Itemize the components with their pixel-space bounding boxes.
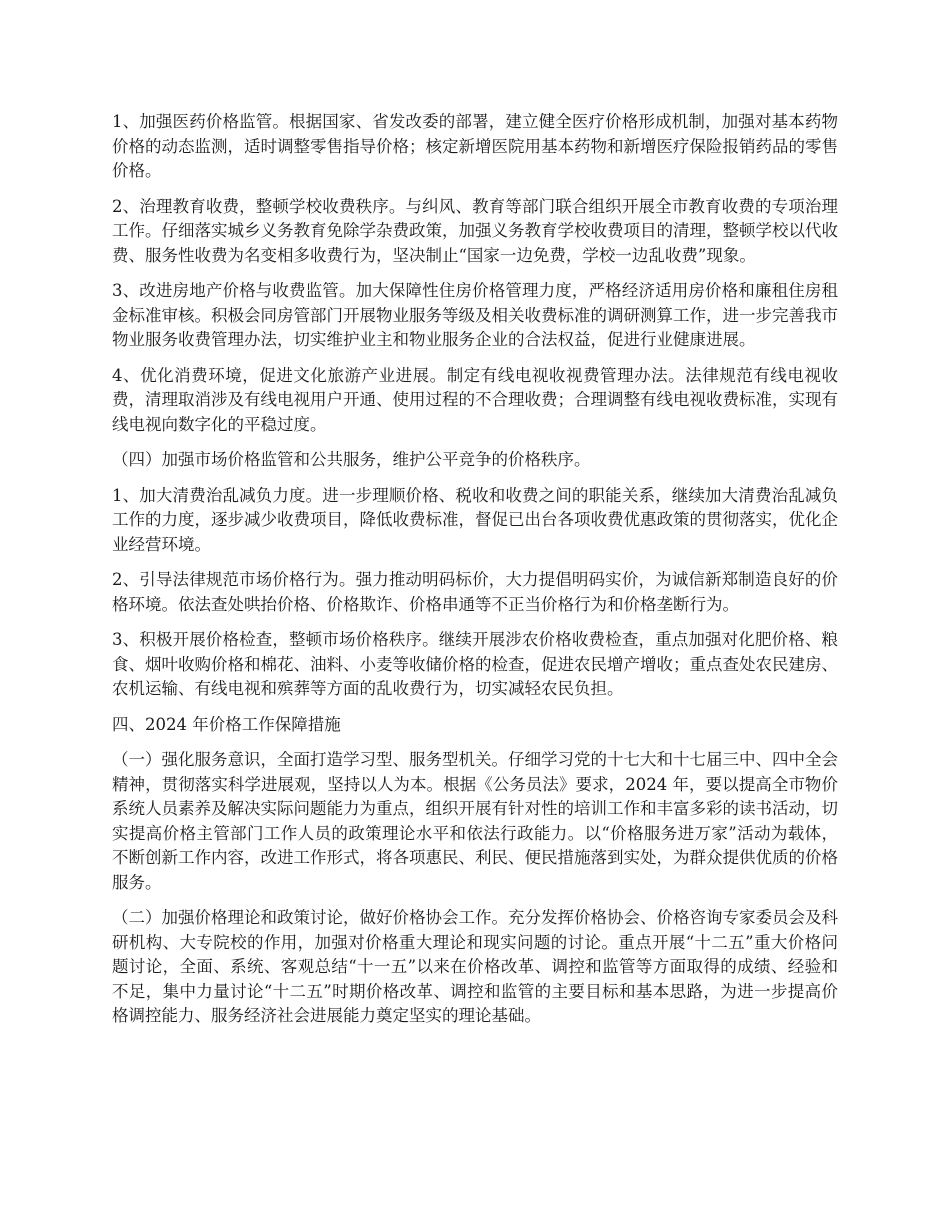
paragraph-real-estate: 3、改进房地产价格与收费监管。加大保障性住房价格管理力度，严格经济适用房价格和廉租住房租金标准审核。积极会同房管部门开展物业服务等级及相关收费标准的调研测算工作，进一步完善我市物业服务收费管理办法，切实维护业主和物业服务企业的合法权益，促进行业健康进展。: [112, 281, 838, 349]
paragraph-price-inspection: 3、积极开展价格检查，整顿市场价格秩序。继续开展涉农价格收费检查，重点加强对化肥价格、粮食、烟叶收购价格和棉花、油料、小麦等收储价格的检查，促进农民增产增收；重点查处农民建房、农机运输、有线电视和殡葬等方面的乱收费行为，切实减轻农民负担。: [112, 630, 838, 698]
paragraph-consumer-environment: 4、优化消费环境，促进文化旅游产业进展。制定有线电视收视费管理办法。法律规范有线电视收费，清理取消涉及有线电视用户开通、使用过程的不合理收费；合理调整有线电视收费标准，实现有线电视向数字化的平稳过度。: [112, 365, 838, 434]
paragraph-education-fees: 2、治理教育收费，整顿学校收费秩序。与纠风、教育等部门联合组织开展全市教育收费的专项治理工作。仔细落实城乡义务教育免除学杂费政策，加强义务教育学校收费项目的清理，整顿学校以代收费、服务性收费为名变相多收费行为，坚决制止“国家一边免费，学校一边乱收费”现象。: [112, 196, 838, 265]
paragraph-price-theory: （二）加强价格理论和政策讨论，做好价格协会工作。充分发挥价格协会、价格咨询专家委员会及科研机构、大专院校的作用，加强对价格重大理论和现实问题的讨论。重点开展“十二五”重大价格问题讨论，全面、系统、客观总结“十一五”以来在价格改革、调控和监管等方面取得的成绩、经验和不足，集中力量讨论“十二五”时期价格改革、调控和监管的主要目标和基本思路，为进一步提高价格调控能力、服务经济社会进展能力奠定坚实的理论基础。: [112, 908, 838, 1025]
paragraph-medicine-price: 1、加强医药价格监管。根据国家、省发改委的部署，建立健全医疗价格形成机制，加强对基本药物价格的动态监测，适时调整零售指导价格；核定新增医院用基本药物和新增医疗保险报销药品的零售价格。: [112, 112, 838, 180]
paragraph-fee-reduction: 1、加大清费治乱减负力度。进一步理顺价格、税收和收费之间的职能关系，继续加大清费治乱减负工作的力度，逐步减少收费项目，降低收费标准，督促已出台各项收费优惠政策的贯彻落实，优化企业经营环境。: [112, 485, 838, 554]
paragraph-service-awareness: （一）强化服务意识，全面打造学习型、服务型机关。仔细学习党的十七大和十七届三中、四中全会精神，贯彻落实科学进展观，坚持以人为本。根据《公务员法》要求，2024 年，要以提高全市物价系统人员素养及解决实际问题能力为重点，组织开展有针对性的培训工作和丰富多彩的读书活动，切实提高价格主管部门工作人员的政策理论水平和依法行政能力。以“价格服务进万家”活动为载体，不断创新工作内容，改进工作形式，将各项惠民、利民、便民措施落到实处，为群众提供优质的价格服务。: [112, 750, 838, 892]
section-heading-market-supervision: （四）加强市场价格监管和公共服务，维护公平竞争的价格秩序。: [112, 450, 591, 469]
paragraph-market-price-behavior: 2、引导法律规范市场价格行为。强力推动明码标价，大力提倡明码实价，为诚信新郑制造良好的价格环境。依法查处哄抬价格、价格欺诈、价格串通等不正当价格行为和价格垄断行为。: [112, 570, 838, 614]
section-heading-safeguard-measures: 四、2024 年价格工作保障措施: [112, 714, 341, 734]
